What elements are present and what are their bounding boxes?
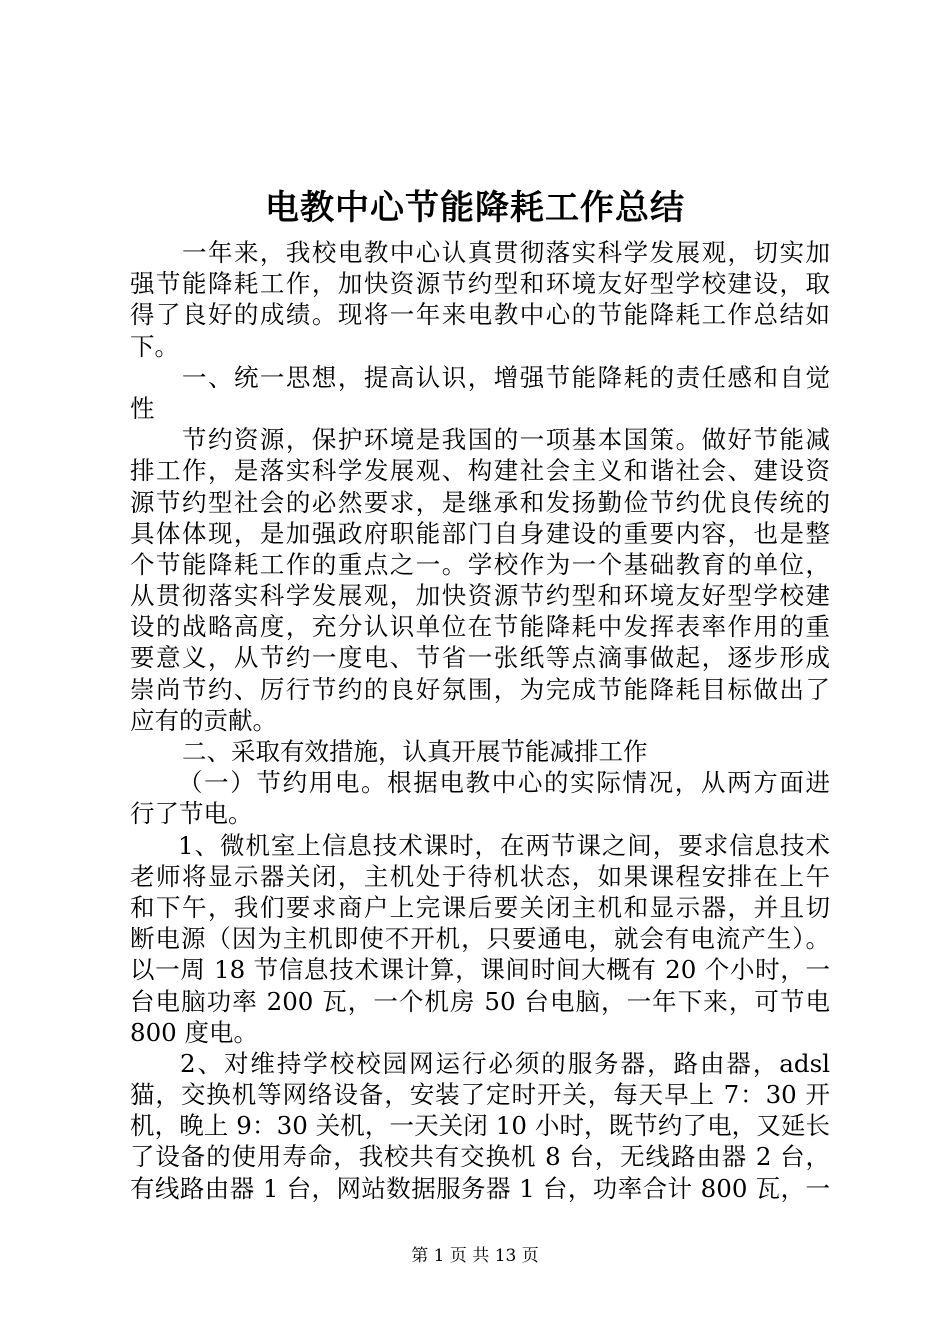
text-line: 强节能降耗工作，加快资源节约型和环境友好型学校建设，取	[130, 269, 830, 299]
text-line: 具体体现，是加强政府职能部门自身建设的重要内容，也是整	[130, 518, 830, 548]
text-line: 和下午，我们要求商户上完课后要关闭主机和显示器，并且切	[130, 892, 830, 922]
text-line: 老师将显示器关闭，主机处于待机状态，如果课程安排在上午	[130, 861, 830, 891]
text-line: 从贯彻落实科学发展观，加快资源节约型和环境友好型学校建	[130, 581, 830, 611]
section-heading-line: 一、统一思想，提高认识，增强节能降耗的责任感和自觉	[182, 362, 830, 392]
subsection-heading-line: 行了节电。	[130, 799, 253, 829]
text-line: 了设备的使用寿命，我校共有交换机 8 台，无线路由器 2 台，	[130, 1142, 830, 1172]
document-body	[130, 237, 830, 1204]
text-line: 个节能降耗工作的重点之一。学校作为一个基础教育的单位，	[130, 549, 830, 579]
subsection-heading-line: （一）节约用电。根据电教中心的实际情况，从两方面进	[178, 768, 830, 798]
section-heading-line: 二、采取有效措施，认真开展节能减排工作	[182, 737, 648, 766]
text-line: 一年来，我校电教中心认真贯彻落实科学发展观，切实加	[182, 238, 830, 267]
text-line: 台电脑功率 200 瓦，一个机房 50 台电脑，一年下来，可节电	[130, 986, 830, 1016]
text-line: 应有的贡献。	[130, 705, 277, 735]
text-line: 源节约型社会的必然要求，是继承和发扬勤俭节约优良传统的	[130, 487, 830, 517]
document-title: 电教中心节能降耗工作总结	[265, 188, 685, 228]
text-line: 设的战略高度，充分认识单位在节能降耗中发挥表率作用的重	[130, 612, 830, 642]
text-line: 2、对维持学校校园网运行必须的服务器，路由器，adsl	[180, 1048, 830, 1078]
page-footer: 第 1 页 共 13 页	[411, 1246, 539, 1266]
text-line: 下。	[130, 331, 179, 361]
text-line: 机，晚上 9：30 关机，一天关闭 10 小时，既节约了电，又延长	[130, 1111, 830, 1141]
text-line: 崇尚节约、厉行节约的良好氛围，为完成节能降耗目标做出了	[130, 674, 830, 704]
text-line: 800 度电。	[130, 1017, 259, 1047]
text-line: 有线路由器 1 台，网站数据服务器 1 台，功率合计 800 瓦，一	[130, 1173, 830, 1203]
text-line: 要意义，从节约一度电、节省一张纸等点滴事做起，逐步形成	[130, 643, 830, 673]
text-line: 得了良好的成绩。现将一年来电教中心的节能降耗工作总结如	[130, 300, 830, 330]
text-line: 断电源（因为主机即使不开机，只要通电，就会有电流产生）。	[130, 924, 830, 954]
text-line: 排工作，是落实科学发展观、构建社会主义和谐社会、建设资	[130, 456, 830, 486]
text-line: 以一周 18 节信息技术课计算，课间时间大概有 20 个小时，一	[130, 955, 830, 985]
text-line: 猫，交换机等网络设备，安装了定时开关，每天早上 7：30 开	[130, 1080, 830, 1110]
section-heading-line: 性	[130, 393, 155, 423]
text-line: 节约资源，保护环境是我国的一项基本国策。做好节能减	[182, 425, 830, 455]
text-line: 1、微机室上信息技术课时，在两节课之间，要求信息技术	[178, 830, 830, 860]
